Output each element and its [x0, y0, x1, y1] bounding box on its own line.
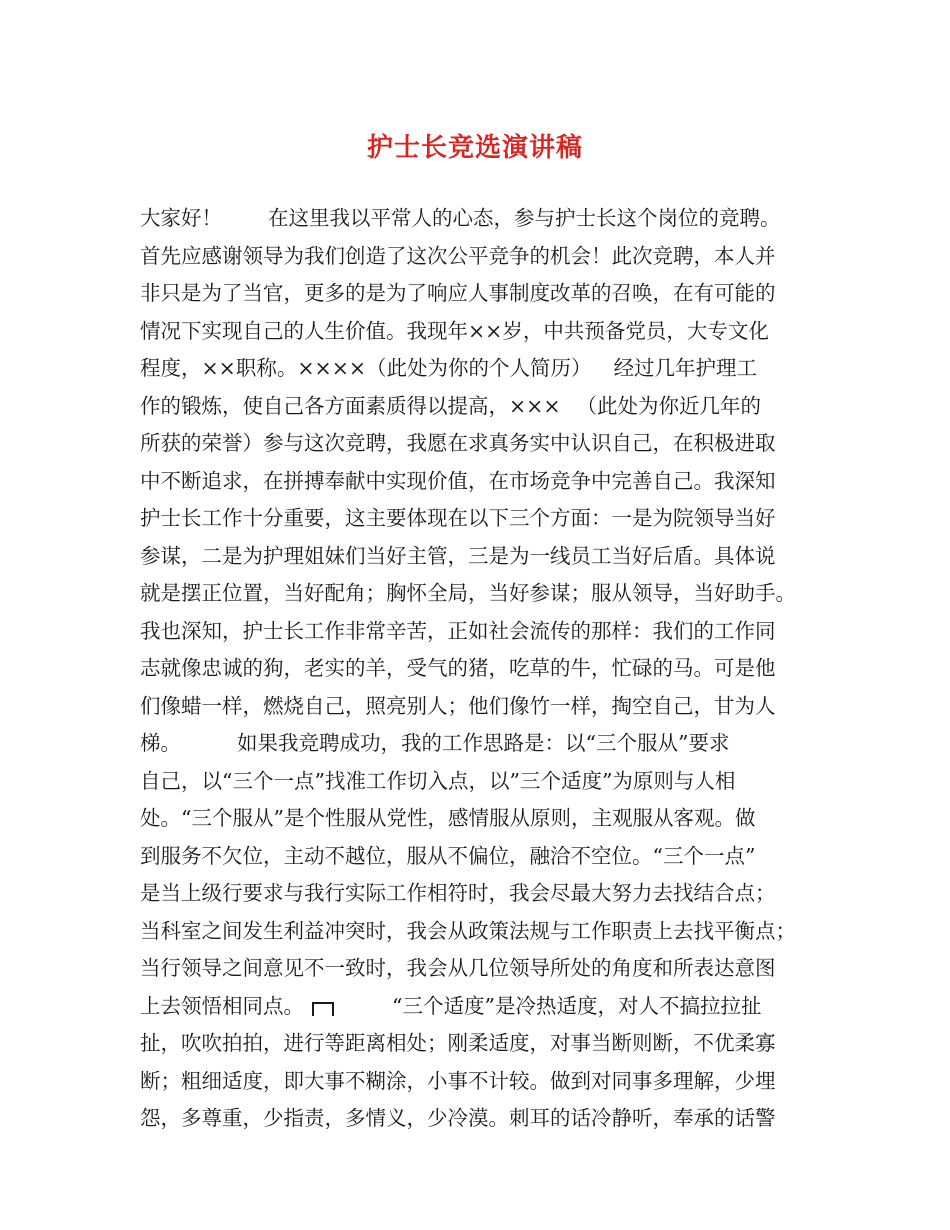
body-line: 怨，多尊重，少指责，多情义，少冷漠。刺耳的话冷静听，奉承的话警: [140, 1106, 776, 1130]
body-line: 自己，以“三个一点”找准工作切入点，以”三个适度”为原则与人相: [140, 768, 736, 793]
line-text: 作的锻炼，使自己各方面素质得以提高，×××: [140, 393, 561, 418]
document-body: [140, 200, 830, 1138]
body-line: 护士长工作十分重要，这主要体现在以下三个方面：一是为院领导当好: [140, 506, 776, 530]
line-text: 程度，××职称。××××（此处为你的个人简历）: [140, 356, 592, 380]
body-line: 我也深知，护士长工作非常辛苦，正如社会流传的那样：我们的工作同: [140, 618, 776, 643]
body-line: 当行领导之间意见不一致时，我会从几位领导所处的角度和所表达意图: [140, 956, 776, 980]
body-line: 中不断追求，在拼搏奉献中实现价值，在市场竞争中完善自己。我深知: [140, 468, 776, 493]
body-line: 到服务不欠位，主动不越位，服从不偏位，融洽不空位。“三个一点”: [140, 843, 756, 868]
body-line: 们像蜡一样，燃烧自己，照亮别人；他们像竹一样，掏空自己，甘为人: [140, 693, 776, 718]
body-line: 非只是为了当官，更多的是为了响应人事制度改革的召唤，在有可能的: [140, 281, 776, 305]
body-line: 断；粗细适度，即大事不糊涂，小事不计较。做到对同事多理解，少埋: [140, 1068, 776, 1093]
body-line: 就是摆正位置，当好配角；胸怀全局，当好参谋；服从领导，当好助手。: [140, 581, 796, 605]
body-line: [140, 725, 830, 763]
body-line: 情况下实现自己的人生价值。我现年××岁，中共预备党员，大专文化: [140, 318, 769, 343]
body-line: 志就像忠诚的狗，老实的羊，受气的猪，吃草的牛，忙碌的马。可是他: [140, 656, 776, 680]
line-text: 经过几年护理工: [613, 356, 758, 380]
line-text: 上去领悟相同点。: [140, 993, 304, 1018]
bracket-mark-icon: [312, 1002, 334, 1016]
body-line: [140, 988, 830, 1026]
document-title: 护士长竞选演讲稿: [366, 133, 583, 163]
body-line: [140, 200, 830, 238]
body-line: 首先应感谢领导为我们创造了这次公平竞争的机会！此次竞聘，本人并: [140, 243, 776, 268]
body-line: 处。“三个服从”是个性服从党性，感情服从原则，主观服从客观。做: [140, 806, 756, 830]
body-line: 扯，吹吹拍拍，进行等距离相处；刚柔适度，对事当断则断，不优柔寡: [140, 1031, 776, 1055]
line-text: （此处为你近几年的: [576, 393, 762, 418]
body-line: 当科室之间发生利益冲突时，我会从政策法规与工作职责上去找平衡点；: [140, 918, 796, 943]
body-line: 是当上级行要求与我行实际工作相符时，我会尽最大努力去找结合点；: [140, 881, 776, 905]
body-line: [140, 388, 830, 426]
line-text: “三个适度”是冷热适度，对人不搞拉拉扯: [392, 993, 762, 1018]
body-line: [140, 350, 830, 388]
body-line: 参谋，二是为护理姐妹们当好主管，三是为一线员工当好后盾。具体说: [140, 543, 776, 568]
line-text: 梯。: [140, 731, 181, 755]
body-line: 所获的荣誉）参与这次竞聘，我愿在求真务实中认识自己，在积极进取: [140, 431, 776, 455]
line-text: 在这里我以平常人的心态，参与护士长这个岗位的竞聘。: [268, 206, 781, 230]
line-text: 如果我竞聘成功，我的工作思路是：以“三个服从”要求: [237, 731, 730, 755]
line-text: 大家好！: [140, 206, 222, 230]
